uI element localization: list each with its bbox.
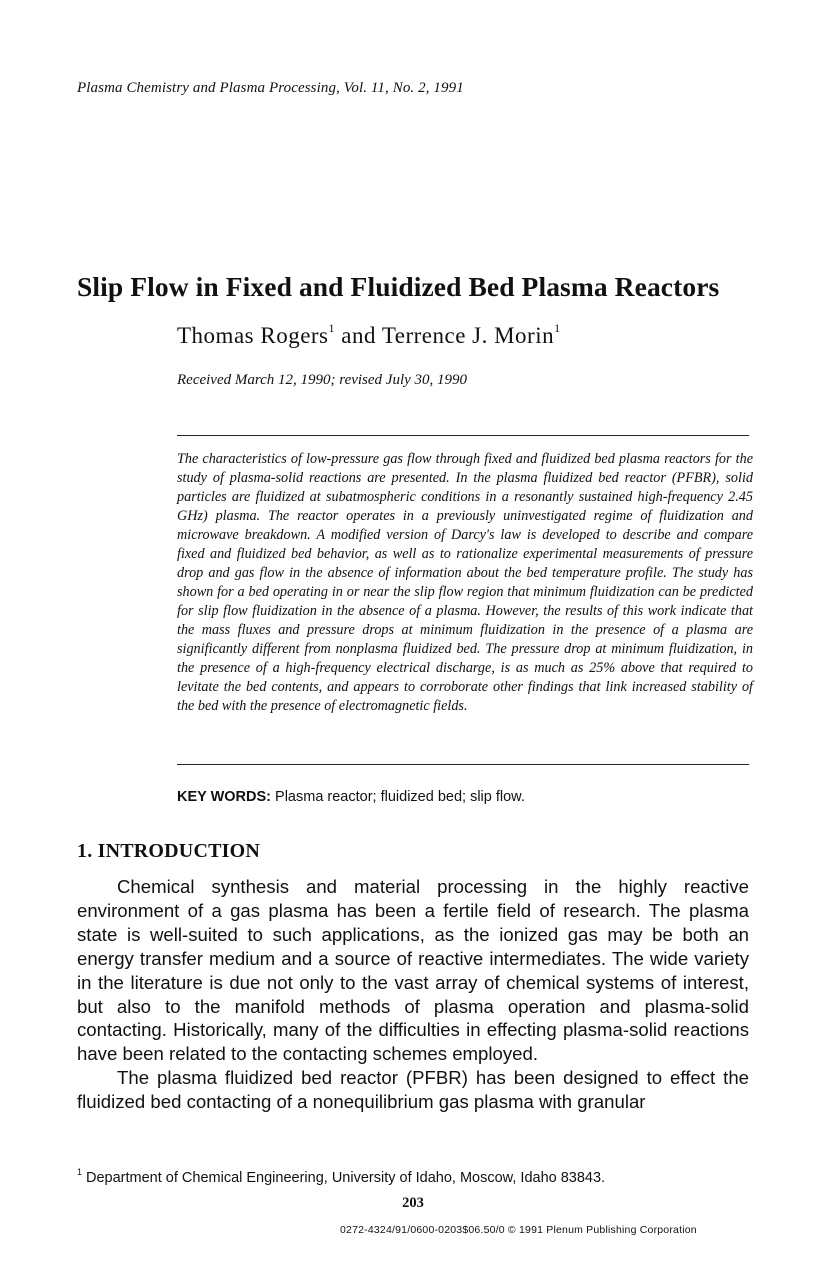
footnote-text: Department of Chemical Engineering, University of Idaho, Moscow, Idaho 83843. [86,1169,606,1186]
keywords-text: Plasma reactor; fluidized bed; slip flow. [271,789,525,805]
page-number: 203 [402,1195,424,1211]
footnote-marker: 1 [77,1167,83,1177]
author-line [177,323,561,349]
affiliation-marker: 1 [328,321,336,336]
paragraph: The plasma fluidized bed reactor (PFBR) has been designed to effect the fluidized bed contacting of a nonequilibrium gas plasma with granular [77,1067,749,1113]
article-title: Slip Flow in Fixed and Fluidized Bed Plasma Reactors [77,271,720,302]
keywords-label: KEY WORDS: [177,789,271,805]
abstract-top-rule [177,435,749,436]
footnote [77,1168,605,1186]
copyright-line: 0272-4324/91/0600-0203$06.50/0 © 1991 Plenum Publishing Corporation [340,1224,697,1236]
section-heading: 1. INTRODUCTION [77,840,261,862]
abstract: The characteristics of low-pressure gas flow through fixed and fluidized bed plasma reactors for the study of plasma-solid reactions are presented. In the plasma fluidized bed reactor (PFBR), solid particles are fluidized at subatmospheric conditions in a resonantly sustained high-frequency 2.45 GHz) plasma. The reactor operates in a previously uninvestigated regime of fluidization and microwave breakdown. A modified version of Darcy's law is developed to describe and compare fixed and fluidized bed behavior, as well as to rationalize experimental measurements of pressure drop and gas flow in the absence of information about the bed temperature profile. The study has shown for a bed operating in or near the slip flow region that minimum fluidization can be predicted for slip flow fluidization in the absence of a plasma. However, the results of this work indicate that the mass fluxes and pressure drops at minimum fluidization in the presence of a plasma are significantly different from nonplasma fluidized bed. The pressure drop at minimum fluidization, in the presence of a high-frequency electrical discharge, is as much as 25% above that required to levitate the bed contents, and appears to corroborate other findings that link increased stability of the bed with the presence of electromagnetic fields. [177,451,753,714]
author-name: Terrence J. Morin [381,323,555,348]
author-name: Thomas Rogers [177,323,329,348]
paragraph: Chemical synthesis and material processing in the highly reactive environment of a gas plasma has been a fertile field of research. The plasma state is well-suited to such applications, as the ionized gas may be both an energy transfer medium and a source of reactive intermediates. The wide variety in the literature is due not only to the vast array of chemical systems of interest, but also to the manifold methods of plasma operation and plasma-solid contacting. Historically, many of the difficulties in effecting plasma-solid reactions have been related to the contacting schemes employed. [77,876,749,1065]
affiliation-marker: 1 [554,321,561,336]
abstract-bottom-rule [177,764,749,765]
keywords [177,789,525,805]
journal-citation: Plasma Chemistry and Plasma Processing, Vol. 11, No. 2, 1991 [77,80,464,96]
received-dates: Received March 12, 1990; revised July 30, 1990 [177,372,468,388]
body-text [77,875,749,1114]
author-conjunction: and [335,323,382,348]
